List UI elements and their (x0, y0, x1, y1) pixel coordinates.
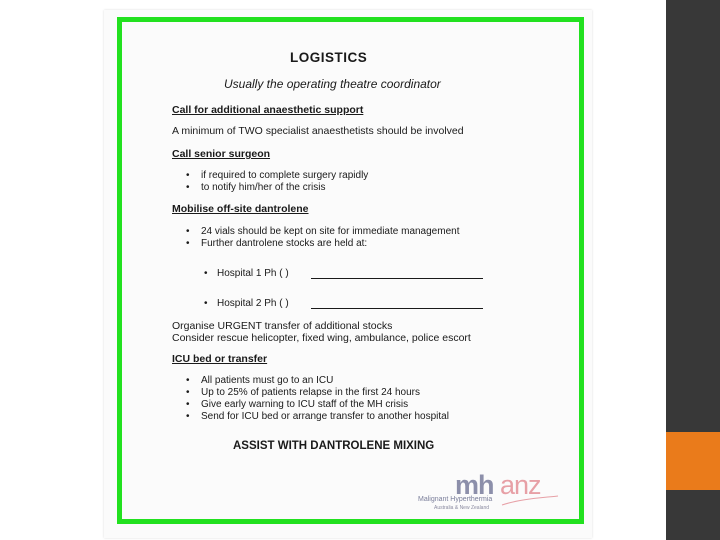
logo-swoosh-icon (500, 495, 560, 509)
list-item: • All patients must go to an ICU (186, 375, 318, 386)
list-item: • Give early warning to ICU staff of the MH crisis (186, 399, 393, 410)
section-heading-senior-surgeon: Call senior surgeon (172, 148, 271, 160)
list-item: • 24 vials should be kept on site for immediate management (186, 226, 444, 237)
logo-anz: anz (500, 470, 541, 500)
logo-tagline: Malignant Hyperthermia (418, 496, 493, 503)
list-item: • to notify him/her of the crisis (186, 182, 311, 193)
hospital-1-phone-blank (311, 278, 483, 279)
hospital-2-entry: • Hospital 2 Ph ( ) (204, 298, 276, 309)
hospital-2-phone-blank (311, 308, 483, 309)
document-title: LOGISTICS (290, 50, 368, 65)
mhanz-logo (414, 470, 574, 514)
logo-mh: mh (455, 470, 494, 500)
footer-instruction: ASSIST WITH DANTROLENE MIXING (233, 440, 435, 452)
transfer-line: Consider rescue helicopter, fixed wing, ambulance, police escort (172, 332, 471, 344)
list-item: • Send for ICU bed or arrange transfer to another hospital (186, 411, 434, 422)
list-item: • if required to complete surgery rapidly (186, 170, 353, 181)
section-heading-icu: ICU bed or transfer (172, 353, 268, 365)
accent-block (666, 432, 720, 490)
transfer-line: Organise URGENT transfer of additional stocks (172, 320, 393, 332)
logo-region: Australia & New Zealand (434, 505, 490, 511)
list-item: • Up to 25% of patients relapse in the first 24 hours (186, 387, 405, 398)
document-subtitle: Usually the operating theatre coordinator (224, 77, 441, 91)
hospital-1-entry: • Hospital 1 Ph ( ) (204, 268, 276, 279)
section-heading-anaesthetic-support: Call for additional anaesthetic support (172, 104, 364, 116)
anaesthetist-requirement: A minimum of TWO specialist anaesthetists should be involved (172, 125, 464, 137)
list-item: • Further dantrolene stocks are held at: (186, 238, 352, 249)
section-heading-dantrolene: Mobilise off-site dantrolene (172, 203, 309, 215)
